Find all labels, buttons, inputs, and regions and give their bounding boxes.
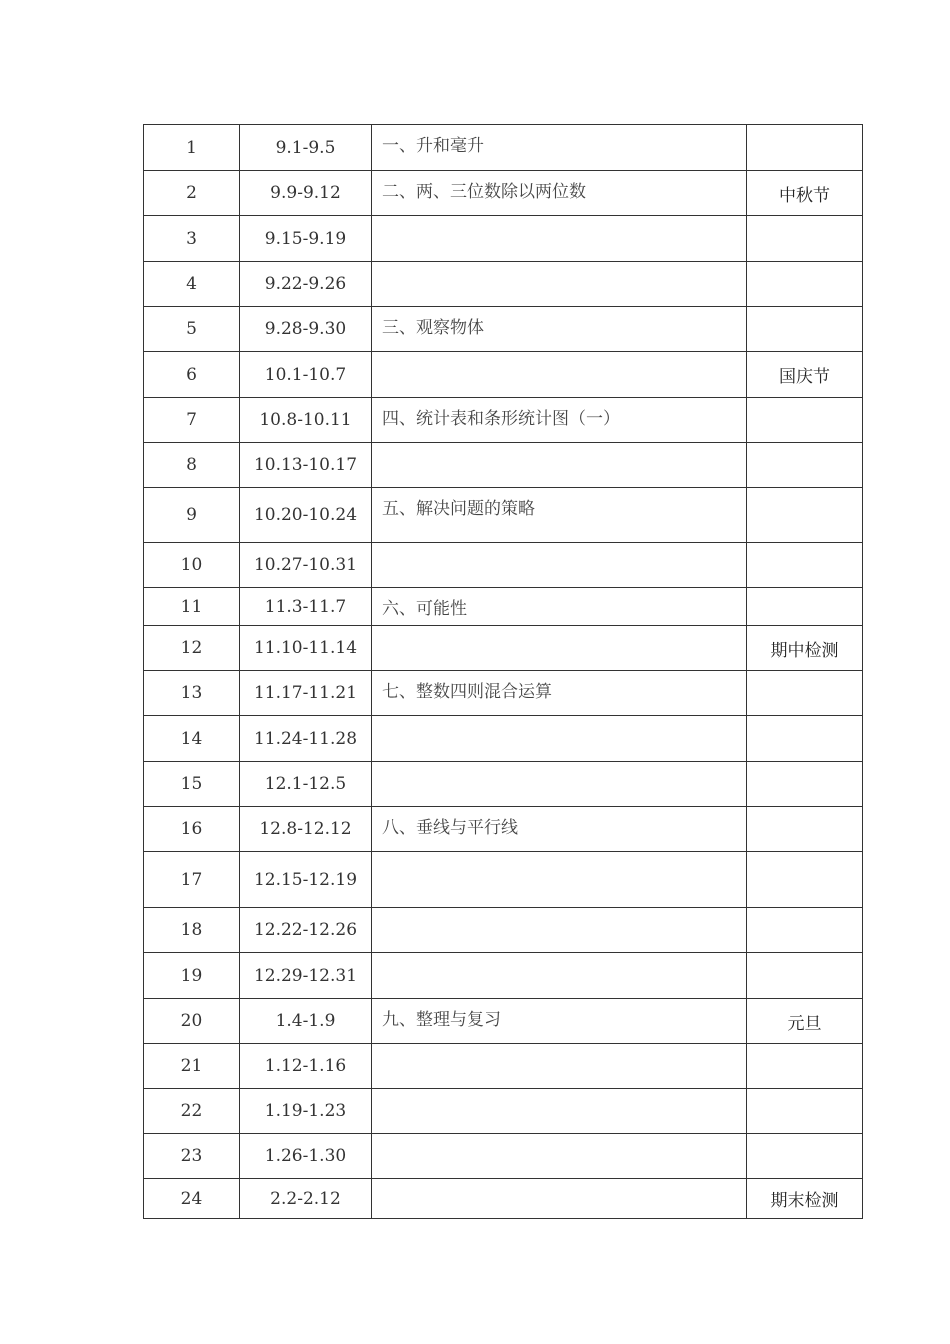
table-row: [144, 671, 863, 716]
table-row: [144, 443, 863, 488]
week-cell: 2: [144, 171, 240, 216]
date-cell: 10.1-10.7: [240, 352, 372, 398]
note-cell: [747, 1134, 863, 1179]
week-cell: 1: [144, 125, 240, 171]
table-row: [144, 852, 863, 908]
week-cell: 14: [144, 716, 240, 762]
date-cell: 1.26-1.30: [240, 1134, 372, 1179]
date-cell: 9.9-9.12: [240, 171, 372, 216]
note-cell: [747, 762, 863, 807]
content-cell: 七、整数四则混合运算: [372, 671, 747, 716]
date-cell: 1.4-1.9: [240, 999, 372, 1044]
note-cell: [747, 216, 863, 262]
content-cell: 三、观察物体: [372, 307, 747, 352]
content-cell: [372, 443, 747, 488]
note-cell: [747, 953, 863, 999]
table-row: [144, 953, 863, 999]
content-cell: [372, 352, 747, 398]
content-cell: [372, 908, 747, 953]
week-cell: 13: [144, 671, 240, 716]
date-cell: 9.22-9.26: [240, 262, 372, 307]
content-cell: [372, 1044, 747, 1089]
date-cell: 1.19-1.23: [240, 1089, 372, 1134]
date-cell: 11.10-11.14: [240, 626, 372, 671]
table-row: [144, 125, 863, 171]
note-cell: [747, 852, 863, 908]
week-cell: 10: [144, 543, 240, 588]
week-cell: 15: [144, 762, 240, 807]
content-cell: [372, 953, 747, 999]
note-cell: [747, 1044, 863, 1089]
table-row: [144, 307, 863, 352]
note-cell: [747, 1089, 863, 1134]
content-cell: 九、整理与复习: [372, 999, 747, 1044]
note-cell: 中秋节: [747, 171, 863, 216]
date-cell: 9.28-9.30: [240, 307, 372, 352]
content-cell: 五、解决问题的策略: [372, 488, 747, 543]
content-cell: [372, 852, 747, 908]
week-cell: 7: [144, 398, 240, 443]
note-cell: [747, 262, 863, 307]
table-row: [144, 262, 863, 307]
note-cell: 期中检测: [747, 626, 863, 671]
note-cell: 期末检测: [747, 1179, 863, 1219]
date-cell: 2.2-2.12: [240, 1179, 372, 1219]
table-row: [144, 543, 863, 588]
content-cell: 四、统计表和条形统计图（一）: [372, 398, 747, 443]
note-cell: [747, 908, 863, 953]
table-row: [144, 716, 863, 762]
week-cell: 17: [144, 852, 240, 908]
week-cell: 19: [144, 953, 240, 999]
table-row: [144, 1089, 863, 1134]
note-cell: [747, 543, 863, 588]
week-cell: 8: [144, 443, 240, 488]
content-cell: 六、可能性: [372, 588, 747, 626]
note-cell: [747, 398, 863, 443]
date-cell: 9.1-9.5: [240, 125, 372, 171]
week-cell: 24: [144, 1179, 240, 1219]
date-cell: 10.13-10.17: [240, 443, 372, 488]
table-row: [144, 626, 863, 671]
table-row: [144, 588, 863, 626]
content-cell: [372, 716, 747, 762]
content-cell: [372, 262, 747, 307]
note-cell: [747, 488, 863, 543]
table-row: [144, 1044, 863, 1089]
date-cell: 11.3-11.7: [240, 588, 372, 626]
date-cell: 10.27-10.31: [240, 543, 372, 588]
note-cell: [747, 307, 863, 352]
week-cell: 4: [144, 262, 240, 307]
table-row: [144, 488, 863, 543]
week-cell: 3: [144, 216, 240, 262]
date-cell: 11.24-11.28: [240, 716, 372, 762]
content-cell: [372, 626, 747, 671]
date-cell: 12.1-12.5: [240, 762, 372, 807]
week-cell: 16: [144, 807, 240, 852]
table-row: [144, 398, 863, 443]
content-cell: [372, 1089, 747, 1134]
note-cell: [747, 807, 863, 852]
note-cell: [747, 125, 863, 171]
table-row: [144, 216, 863, 262]
schedule-body: [144, 125, 863, 1219]
table-row: [144, 1134, 863, 1179]
note-cell: [747, 671, 863, 716]
table-row: [144, 1179, 863, 1219]
week-cell: 23: [144, 1134, 240, 1179]
teaching-schedule-table: [143, 124, 863, 1219]
date-cell: 12.22-12.26: [240, 908, 372, 953]
date-cell: 12.15-12.19: [240, 852, 372, 908]
content-cell: 一、升和毫升: [372, 125, 747, 171]
date-cell: 11.17-11.21: [240, 671, 372, 716]
content-cell: [372, 762, 747, 807]
week-cell: 20: [144, 999, 240, 1044]
content-cell: [372, 543, 747, 588]
note-cell: [747, 443, 863, 488]
week-cell: 22: [144, 1089, 240, 1134]
note-cell: [747, 716, 863, 762]
table-row: [144, 352, 863, 398]
week-cell: 18: [144, 908, 240, 953]
table-row: [144, 999, 863, 1044]
date-cell: 10.8-10.11: [240, 398, 372, 443]
note-cell: 国庆节: [747, 352, 863, 398]
date-cell: 12.8-12.12: [240, 807, 372, 852]
week-cell: 11: [144, 588, 240, 626]
content-cell: 八、垂线与平行线: [372, 807, 747, 852]
date-cell: 1.12-1.16: [240, 1044, 372, 1089]
table-row: [144, 762, 863, 807]
content-cell: [372, 216, 747, 262]
week-cell: 12: [144, 626, 240, 671]
date-cell: 12.29-12.31: [240, 953, 372, 999]
content-cell: [372, 1179, 747, 1219]
content-cell: [372, 1134, 747, 1179]
table-row: [144, 171, 863, 216]
week-cell: 6: [144, 352, 240, 398]
week-cell: 5: [144, 307, 240, 352]
date-cell: 10.20-10.24: [240, 488, 372, 543]
date-cell: 9.15-9.19: [240, 216, 372, 262]
content-cell: 二、两、三位数除以两位数: [372, 171, 747, 216]
table-row: [144, 807, 863, 852]
week-cell: 9: [144, 488, 240, 543]
table-row: [144, 908, 863, 953]
week-cell: 21: [144, 1044, 240, 1089]
note-cell: [747, 588, 863, 626]
note-cell: 元旦: [747, 999, 863, 1044]
